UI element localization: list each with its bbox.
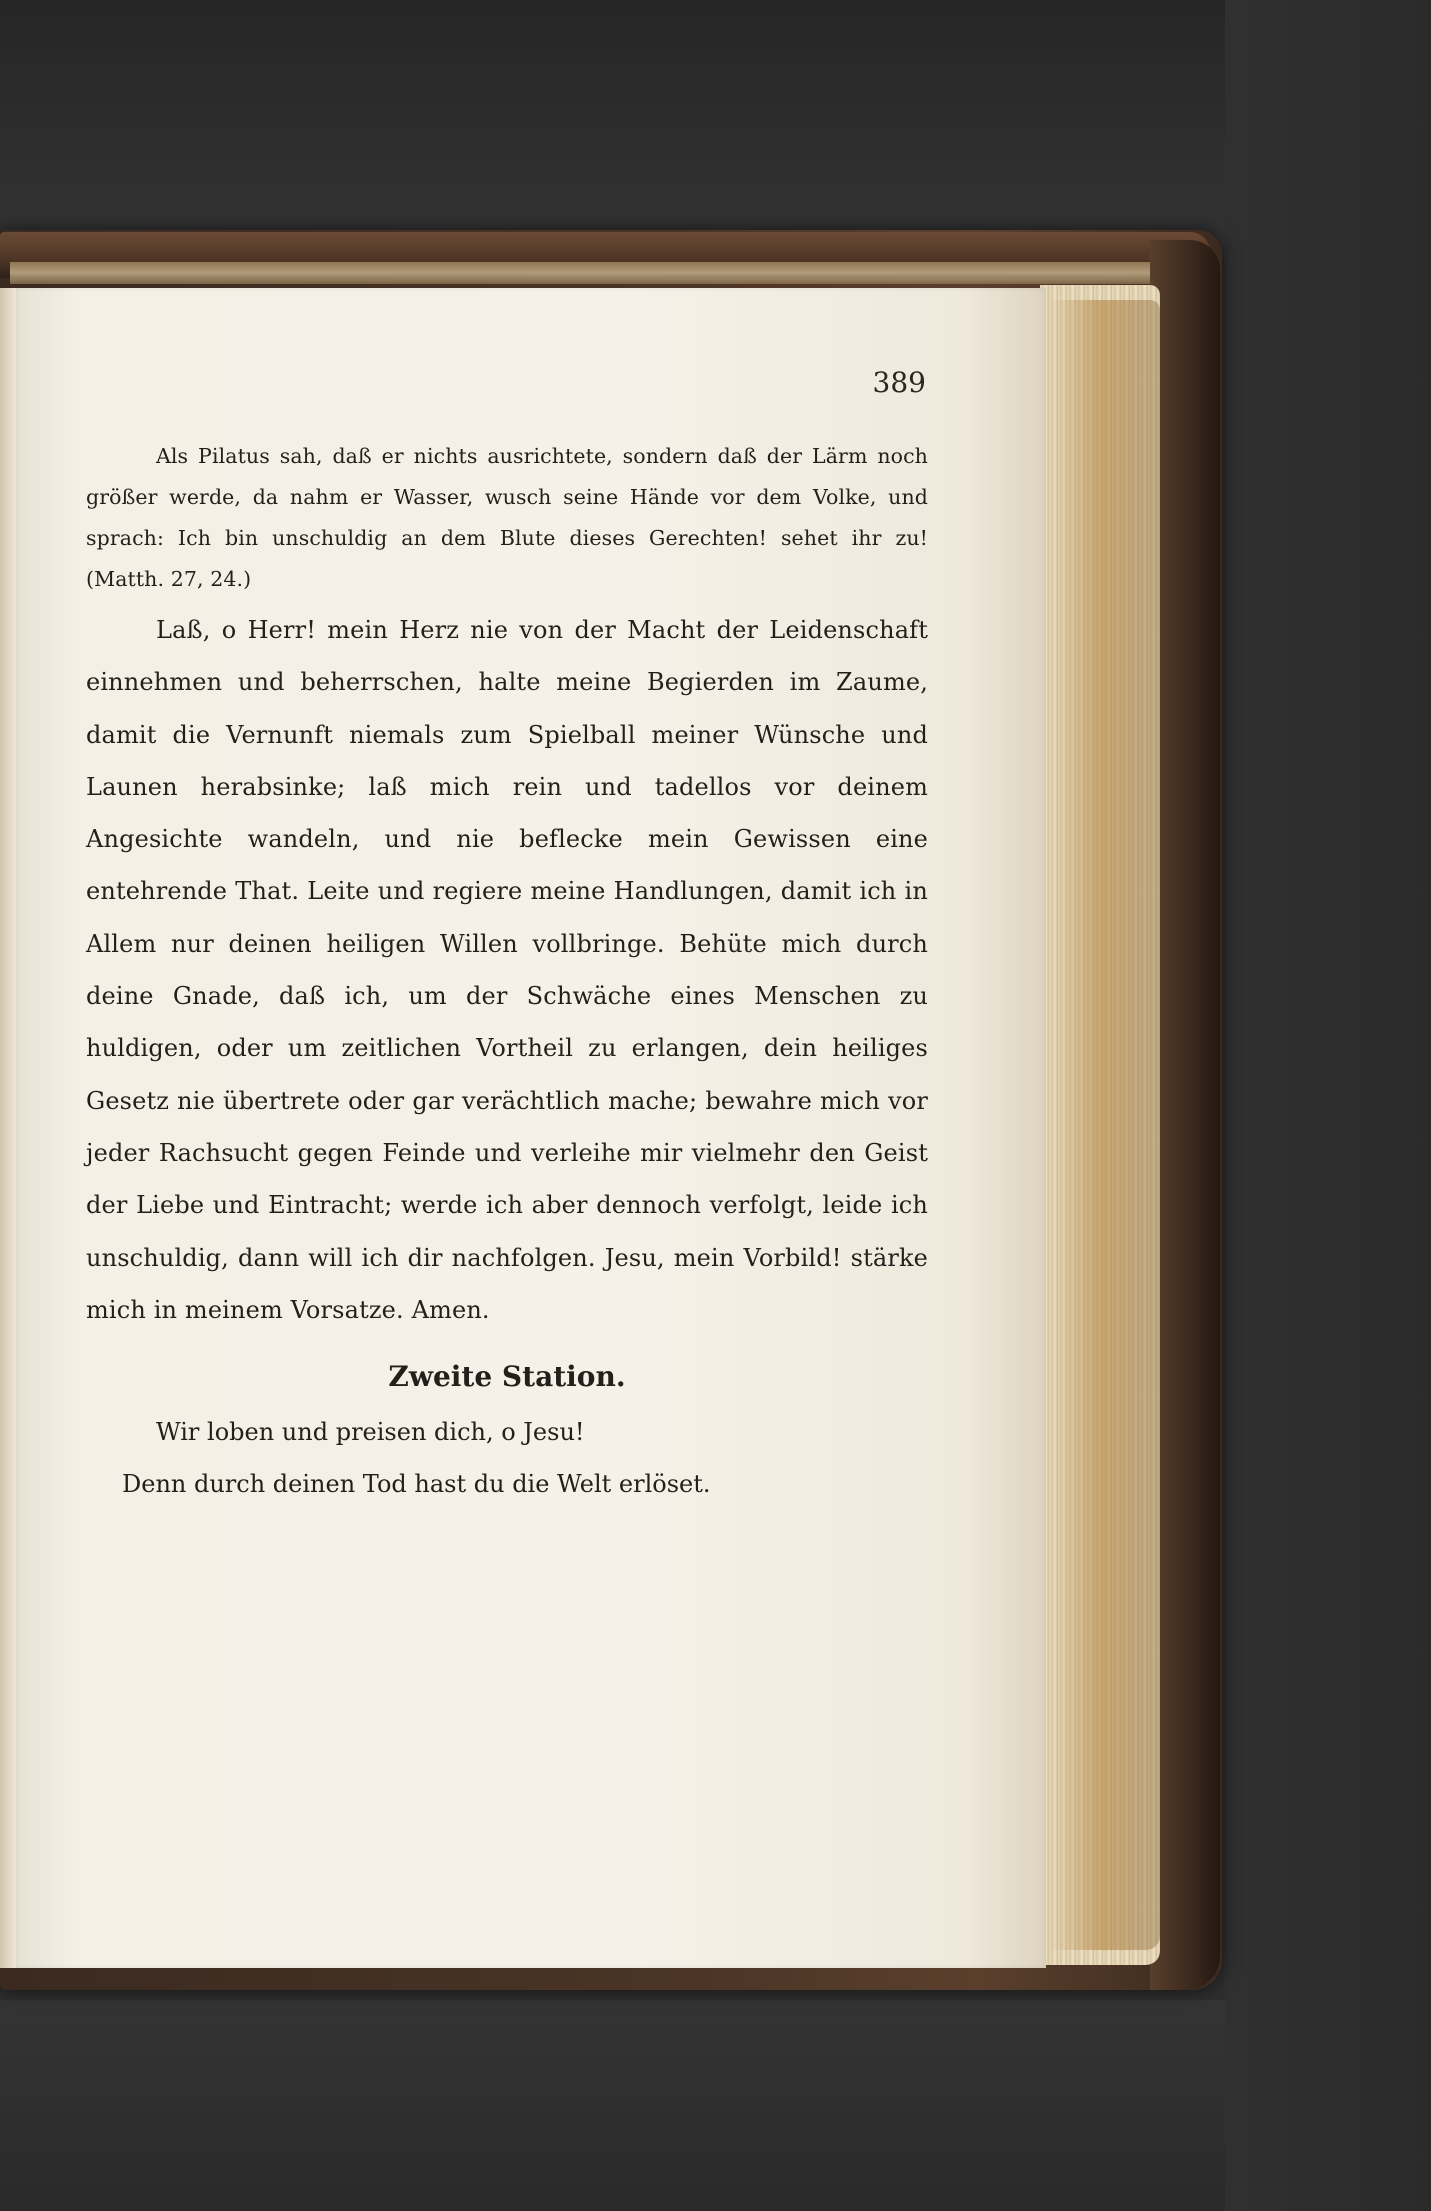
- gilt-page-edge-top: [10, 262, 1190, 284]
- page-number: 389: [872, 366, 926, 399]
- book-page: [16, 288, 1046, 1968]
- section-heading: Zweite Station.: [388, 1360, 626, 1394]
- page-text-block: [86, 436, 928, 1510]
- verse-line-1: Wir loben und preisen dich, o Jesu!: [156, 1418, 585, 1447]
- paragraph-scripture: Als Pilatus sah, daß er nichts ausrichtete, sondern daß der Lärm noch größer werde, da nahm er Wasser, wusch seine Hände vor dem Volke, und sprach: Ich bin unschuldig an dem Blute dieses Gerechten! sehet ihr zu! (Matth. 27, 24.): [86, 444, 928, 591]
- background-right: [1225, 0, 1431, 2211]
- paragraph-prayer: Laß, o Herr! mein Herz nie von der Macht der Leidenschaft einnehmen und beherrschen, halte meine Begierden im Zaume, damit die Vernunft niemals zum Spielball meiner Wünsche und Launen herabsinke; laß mich rein und tadellos vor deinem Angesichte wandeln, und nie beflecke mein Gewissen eine entehrende That. Leite und regiere meine Handlungen, damit ich in Allem nur deinen heiligen Willen vollbringe. Behüte mich durch deine Gnade, daß ich, um der Schwäche eines Menschen zu huldigen, oder um zeitlichen Vortheil zu erlangen, dein heiliges Gesetz nie übertrete oder gar verächtlich mache; bewahre mich vor jeder Rachsucht gegen Feinde und verleihe mir vielmehr den Geist der Liebe und Eintracht; werde ich aber dennoch verfolgt, leide ich unschuldig, dann will ich dir nachfolgen. Jesu, mein Vorbild! stärke mich in meinem Vorsatze. Amen.: [86, 616, 928, 1324]
- verse-line-2: Denn durch deinen Tod hast du die Welt erlöset.: [122, 1470, 711, 1499]
- left-page-edge: [0, 288, 16, 1968]
- background-bottom: [0, 2000, 1431, 2211]
- background-top: [0, 0, 1431, 250]
- book-binding-right: [1150, 240, 1220, 1990]
- page-edges-stain: [1050, 300, 1160, 1950]
